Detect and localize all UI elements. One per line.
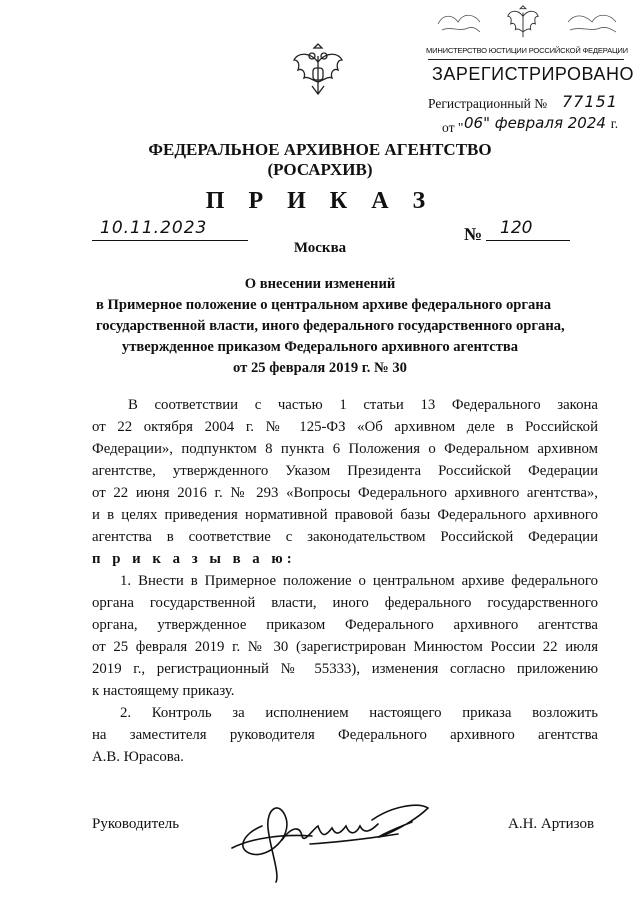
order-subject xyxy=(96,274,565,379)
item-1-paragraph xyxy=(92,570,598,702)
preamble-line: от 22 октября 2004 г. № 125-ФЗ «Об архивном деле в Российской xyxy=(92,419,598,435)
stamp-ministry-text: МИНИСТЕРСТВО ЮСТИЦИИ РОССИЙСКОЙ ФЕДЕРАЦИИ xyxy=(426,46,628,55)
stamp-date-handwritten: 06" февраля 2024 xyxy=(464,114,606,132)
item-1-line: 1. Внести в Примерное положение о центральном архиве федерального xyxy=(120,573,598,589)
item-1-line: органа государственной власти, иного федерального государственного xyxy=(92,595,598,611)
item-1-line: к настоящему приказу. xyxy=(92,683,235,699)
stamp-reg-label: Регистрационный № xyxy=(428,96,548,111)
item-1-line: 2019 г., регистрационный № 55333), изменения согласно приложению xyxy=(92,661,598,677)
city: Москва xyxy=(293,240,347,256)
document-type-title: П Р И К А З xyxy=(205,188,435,214)
stamp-decor-right xyxy=(564,8,620,38)
preamble-line: В соответствии с частью 1 статьи 13 Федерального закона xyxy=(128,397,598,413)
stamp-date-label: от " xyxy=(442,120,464,135)
agency-name: ФЕДЕРАЛЬНОЕ АРХИВНОЕ АГЕНТСТВО xyxy=(148,140,492,159)
subject-line: от 25 февраля 2019 г. № 30 xyxy=(233,360,407,376)
signatory-title: Руководитель xyxy=(92,816,180,832)
stamp-decor-left xyxy=(434,8,484,38)
stamp-reg-number: 77151 xyxy=(562,92,618,111)
registration-stamp xyxy=(424,2,634,142)
item-2-line: А.В. Юрасова. xyxy=(92,749,184,765)
stamp-status: ЗАРЕГИСТРИРОВАНО xyxy=(432,64,634,84)
preamble-line: от 22 июня 2016 г. № 293 «Вопросы Федерального архивного агентства», xyxy=(92,485,598,501)
preamble-line: Федерации», подпунктом 8 пункта 6 Положения о Федеральном архивном xyxy=(92,441,598,457)
preamble-line: агентстве, утвержденного Указом Президента Российской Федерации xyxy=(92,463,598,479)
preamble-line: и в целях приведения нормативной правовой базы Федерального архивного xyxy=(92,507,598,523)
prikazyvayu: п р и к а з ы в а ю: xyxy=(92,551,296,567)
stamp-date-value xyxy=(464,114,618,132)
stamp-emblem-icon xyxy=(504,4,542,40)
signatory-name: А.Н. Артизов xyxy=(508,816,595,832)
preamble-paragraph xyxy=(92,394,598,570)
coat-of-arms-emblem xyxy=(288,42,348,102)
stamp-divider xyxy=(428,59,624,60)
item-1-line: от 25 февраля 2019 г. № 30 (зарегистрирован Минюстом России 22 июля xyxy=(92,639,598,655)
subject-line: О внесении изменений xyxy=(244,276,396,292)
subject-line: в Примерное положение о центральном архиве федерального органа xyxy=(96,297,552,313)
item-2-line: 2. Контроль за исполнением настоящего приказа возложить xyxy=(120,705,598,721)
subject-line: утвержденное приказом Федерального архивного агентства xyxy=(121,339,519,355)
order-date: 10.11.2023 xyxy=(100,218,208,238)
order-number: 120 xyxy=(500,218,533,238)
item-2-line: на заместителя руководителя Федерального архивного агентства xyxy=(92,727,598,743)
order-number-label: № xyxy=(464,224,483,244)
item-2-paragraph xyxy=(92,702,598,768)
handwritten-signature xyxy=(222,778,442,888)
agency-short-name: (РОСАРХИВ) xyxy=(267,160,373,179)
item-1-line: органа, утвержденное приказом Федерального архивного агентства xyxy=(92,617,598,633)
stamp-date-suffix: г. xyxy=(610,116,619,131)
preamble-line: агентства в соответствие с законодательством Российской Федерации xyxy=(92,529,598,545)
subject-line: государственной власти, иного федерального государственного органа, xyxy=(96,318,565,334)
